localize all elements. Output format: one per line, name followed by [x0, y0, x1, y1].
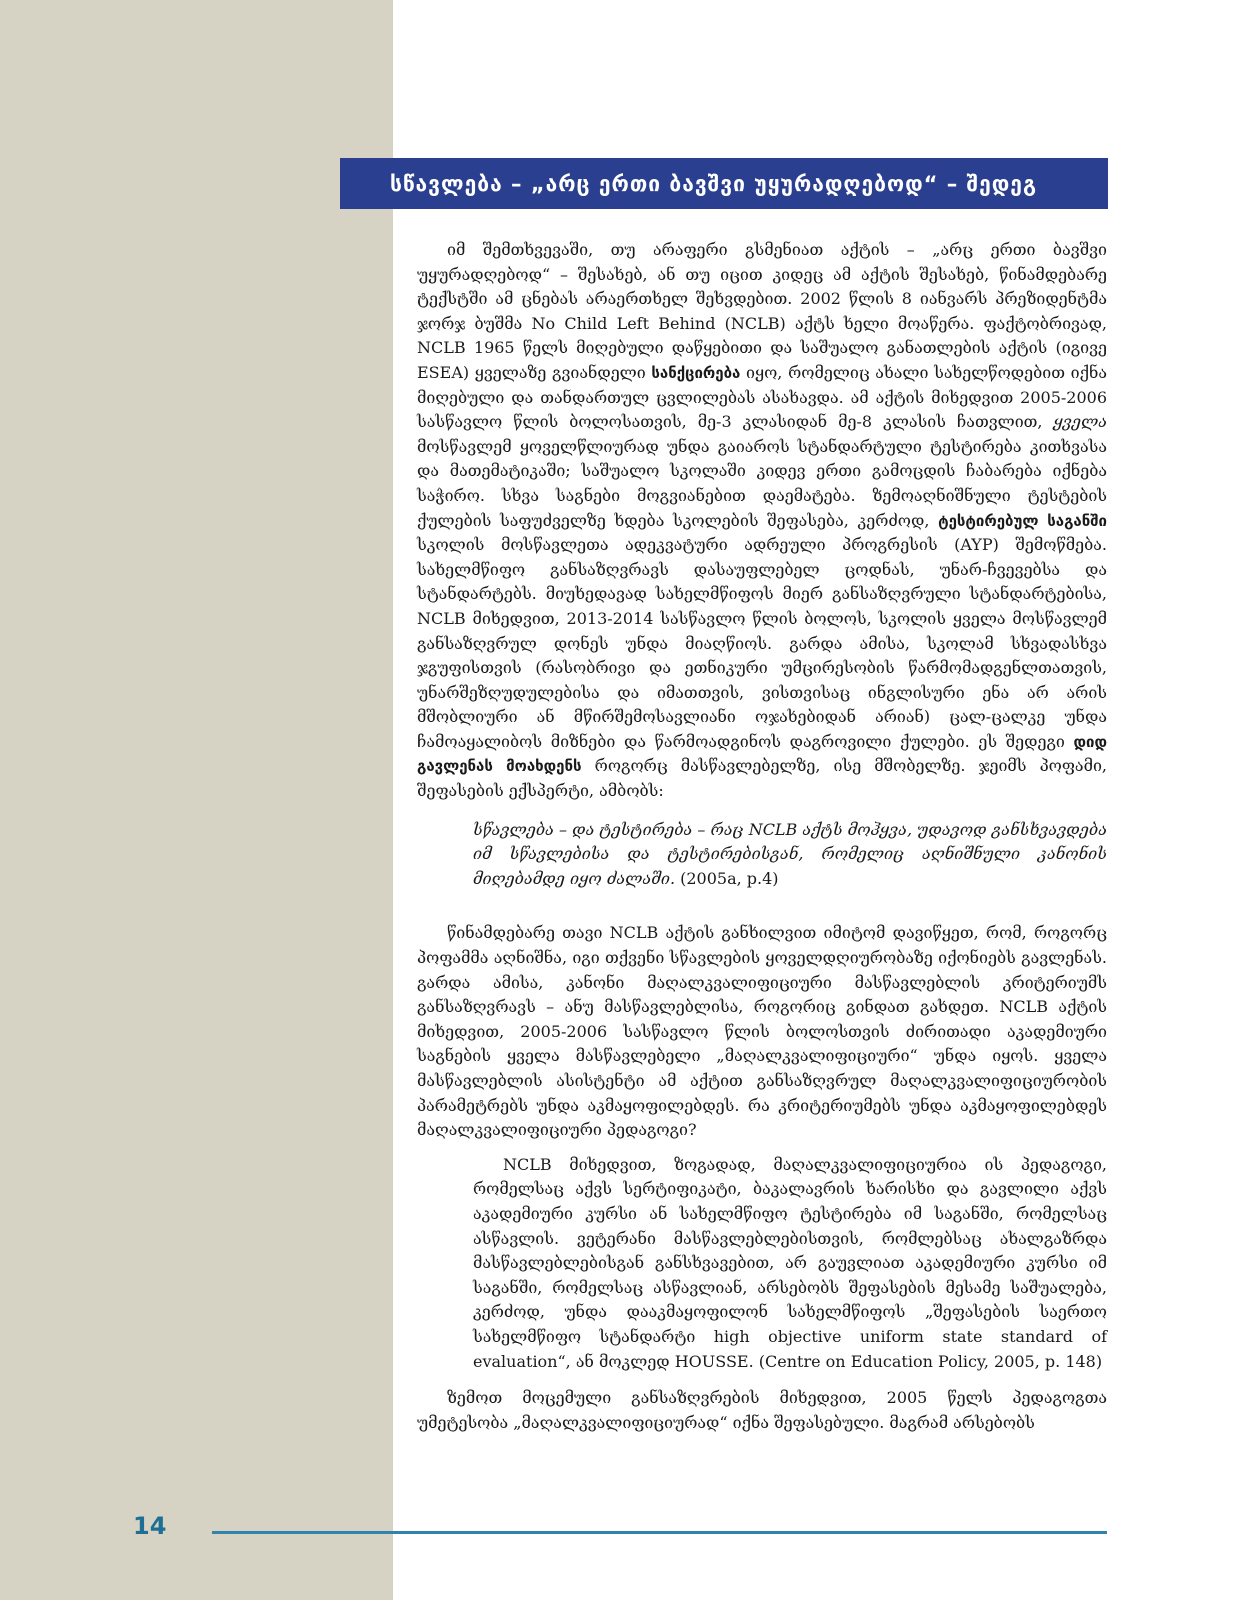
paragraph-2: წინამდებარე თავი NCLB აქტის განხილვით იმიტომ დავიწყეთ, რომ, როგორც პოფამმა აღნიშნა, იგი თქვენი სწავლების ყოველდღიურობაზე იქონიებს გავლენას. გარდა ამისა, კანონი მაღალკვალიფიციური მასწავლებლის კრიტერიუმს განსაზღვრავს – ანუ მასწავლებლისა, როგორიც გინდათ გახდეთ. NCLB აქტის მიხედვით, 2005-2006 სასწავლო წლის ბოლოსთვის ძირითადი აკადემიური საგნების ყველა მასწავლებელი „მაღალკვალიფიციური“ უნდა იყოს. ყველა მასწავლებლის ასისტენტი ამ აქტით განსაზღვრულ მაღალკვალიფიციურობის პარამეტრებს უნდა აკმაყოფილებდეს. რა კრიტერიუმებს უნდა აკმაყოფილებდეს მაღალკვალიფიციური პედაგოგი?: [417, 923, 1107, 1140]
block-quote-1: სწავლება – და ტესტირება – რაც NCLB აქტს მოჰყვა, უდავოდ განსხვავდება იმ სწავლებისა და ტესტირებისგან, რომელიც აღნიშნული კანონის მიღებამდე იყო ძალაში. (2005a, p.4): [473, 819, 1107, 888]
page-number: 14: [133, 1512, 167, 1540]
footer-rule: [212, 1531, 1107, 1534]
chapter-title: სწავლება – „არც ერთი ბავშვი უყურადღებოდ“ – შედეგ: [390, 171, 1038, 196]
paragraph-1: იმ შემთხვევაში, თუ არაფერი გსმენიათ აქტის – „არც ერთი ბავშვი უყურადღებოდ“ – შესახებ, ან თუ იცით კიდეც ამ აქტის შესახებ, წინამდებარე ტექსტში ამ ცნებას არაერთხელ შეხვდებით. 2002 წლის 8 იანვარს პრეზიდენტმა ჯორჯ ბუშმა No Child Left Behind (NCLB) აქტს ხელი მოაწერა. ფაქტობრივად, NCLB 1965 წელს მიღებული დაწყებითი და საშუალო განათლების აქტის (იგივე ESEA) ყველაზე გვიანდელი სანქცირება იყო, რომელიც ახალი სახელწოდებით იქნა მიღებული და თანდართულ ცვლილებას ასახავდა. ამ აქტის მიხედვით 2005-2006 სასწავლო წლის ბოლოსათვის, მე-3 კლასიდან მე-8 კლასის ჩათვლით, ყველა მოსწავლემ ყოველწლიურად უნდა გაიაროს სტანდარტული ტესტირება კითხვასა და მათემატიკაში; საშუალო სკოლაში კიდევ ერთი გამოცდის ჩაბარება იქნება საჭირო. სხვა საგნები მოგვიანებით დაემატება. ზემოაღნიშნული ტესტების ქულების საფუძველზე ხდება სკოლების შეფასება, კერძოდ, ტესტირებულ საგანში სკოლის მოსწავლეთა ადეკვატური ადრეული პროგრესის (AYP) შემოწმება. სახელმწიფო განსაზღვრავს დასაუფლებელ ცოდნას, უნარ-ჩვევებსა და სტანდარტებს. მიუხედავად სახელმწიფოს მიერ განსაზღვრული სტანდარტებისა, NCLB მიხედვით, 2013-2014 სასწავლო წლის ბოლოს, სკოლის ყველა მოსწავლემ განსაზღვრულ დონეს უნდა მიაღწიოს. გარდა ამისა, სკოლამ სხვადასხვა ჯგუფისთვის (რასობრივი და ეთნიკური უმცირესობის წარმომადგენლთათვის, უნარშეზღუდულებისა და იმათთვის, ვისთვისაც ინგლისური ენა არ არის მშობლიური ან მწირშემოსავლიანი ოჯახებიდან არიან) ცალ-ცალკე უნდა ჩამოაყალიბოს მიზნები და წარმოადგინოს დაგროვილი ქულები. ეს შედეგი დიდ გავლენას მოახდენს როგორც მასწავლებელზე, ისე მშობელზე. ჯეიმს პოფამი, შეფასების ექსპერტი, ამბობს:: [417, 240, 1108, 801]
chapter-banner: [340, 158, 1108, 209]
left-sidebar-band: [0, 0, 393, 1600]
paragraph-3: ზემოთ მოცემული განსაზღვრების მიხედვით, 2005 წელს პედაგოგთა უმეტესობა „მაღალკვალიფიციურად“ იქნა შეფასებული. მაგრამ არსებობს: [417, 1388, 1107, 1432]
block-quote-2: NCLB მიხედვით, ზოგადად, მაღალკვალიფიციურია ის პედაგოგი, რომელსაც აქვს სერტიფიკატი, ბაკალავრის ხარისხი და გავლილი აქვს აკადემიური კურსი ან სახელმწიფო ტესტირება იმ საგანში, რომელსაც ასწავლის. ვეტერანი მასწავლებლებისთვის, რომლებსაც ახალგაზრდა მასწავლებლებისგან განსხვავებით, არ გაუვლიათ აკადემიური კურსი იმ საგანში, რომელსაც ასწავლიან, არსებობს შეფასების მესამე საშუალება, კერძოდ, უნდა დააკმაყოფილონ სახელმწიფოს „შეფასების საერთო სახელმწიფო სტანდარტი high objective uniform state standard of evaluation“, ან მოკლედ HOUSSE. (Centre on Education Policy, 2005, p. 148): [473, 1154, 1107, 1371]
body-text: [417, 238, 1107, 1435]
